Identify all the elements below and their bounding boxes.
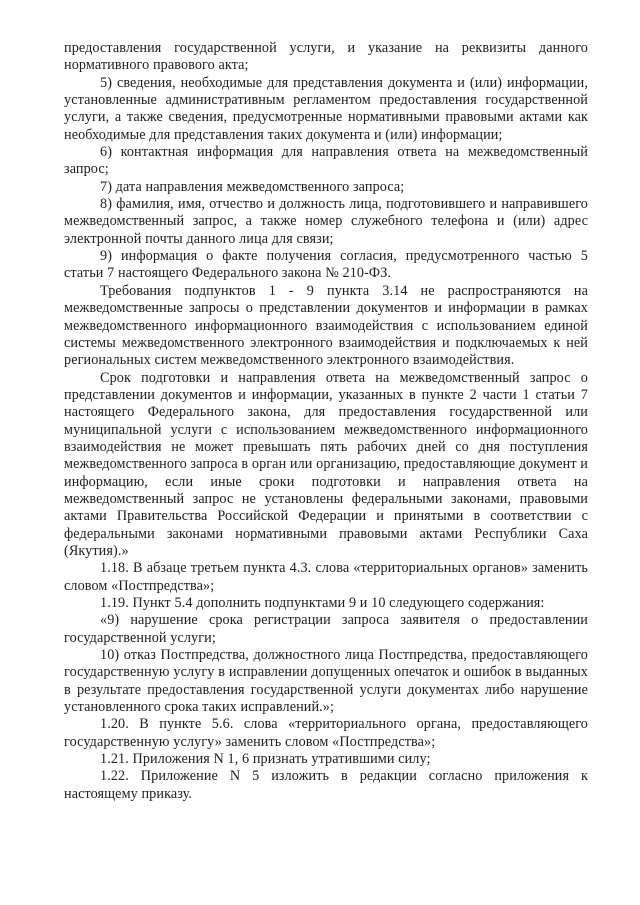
paragraph-item-5: 5) сведения, необходимые для представления документа и (или) информации, установленные административным регламентом предоставления государственной услуги, а также сведения, предусмотренные нормативными правовыми актами как необходимые для представления таких документа и (или) информации;: [64, 74, 588, 143]
paragraph-subitem-10: 10) отказ Постпредства, должностного лица Постпредства, предоставляющего государственную услугу в исправлении допущенных опечаток и ошибок в выданных в результате предоставления государственной услуги документах либо нарушение установленного срока таких исправлений.»;: [64, 647, 588, 716]
paragraph-1-19: 1.19. Пункт 5.4 дополнить подпунктами 9 и 10 следующего содержания:: [100, 595, 545, 611]
paragraph-item-9: 9) информация о факте получения согласия, предусмотренного частью 5 статьи 7 настоящего Федерального закона № 210-ФЗ.: [64, 248, 588, 282]
paragraph-requirements: Требования подпунктов 1 - 9 пункта 3.14 не распространяются на межведомственные запросы о представлении документов и информации в рамках межведомственного информационного взаимодействия с использованием единой системы межведомственного электронного взаимодействия и подключаемых к ней региональных систем межведомственного электронного взаимодействия.: [64, 282, 588, 369]
document-page: [64, 40, 588, 803]
paragraph-1-18: 1.18. В абзаце третьем пункта 4.3. слова «территориальных органов» заменить словом «Постпредства»;: [64, 560, 588, 594]
paragraph-1-22: 1.22. Приложение N 5 изложить в редакции согласно приложения к настоящему приказу.: [64, 768, 588, 802]
paragraph-item-6: 6) контактная информация для направления ответа на межведомственный запрос;: [64, 144, 588, 178]
paragraph-continuation: предоставления государственной услуги, и указание на реквизиты данного нормативного правового акта;: [64, 40, 588, 74]
paragraph-deadline: Срок подготовки и направления ответа на межведомственный запрос о представлении документов и информации, указанных в пункте 2 части 1 статьи 7 настоящего Федерального закона, для предоставления государственной или муниципальной услуги с использованием межведомственного информационного взаимодействия не может превышать пять рабочих дней со дня поступления межведомственного запроса в орган или организацию, предоставляющие документ и информацию, если иные сроки подготовки и направления ответа на межведомственный запрос не установлены федеральными законами, правовыми актами Правительства Российской Федерации и принятыми в соответствии с федеральными законами нормативными правовыми актами Республики Саха (Якутия).»: [64, 369, 588, 559]
paragraph-1-20: 1.20. В пункте 5.6. слова «территориального органа, предоставляющего государственную услугу» заменить словом «Постпредства»;: [64, 716, 588, 750]
paragraph-subitem-9: «9) нарушение срока регистрации запроса заявителя о предоставлении государственной услуги;: [64, 612, 588, 646]
paragraph-1-21: 1.21. Приложения N 1, 6 признать утратившими силу;: [100, 751, 431, 768]
paragraph-item-8: 8) фамилия, имя, отчество и должность лица, подготовившего и направившего межведомственный запрос, а также номер служебного телефона и (или) адрес электронной почты данного лица для связи;: [64, 196, 588, 247]
paragraph-item-7: 7) дата направления межведомственного запроса;: [100, 178, 405, 195]
